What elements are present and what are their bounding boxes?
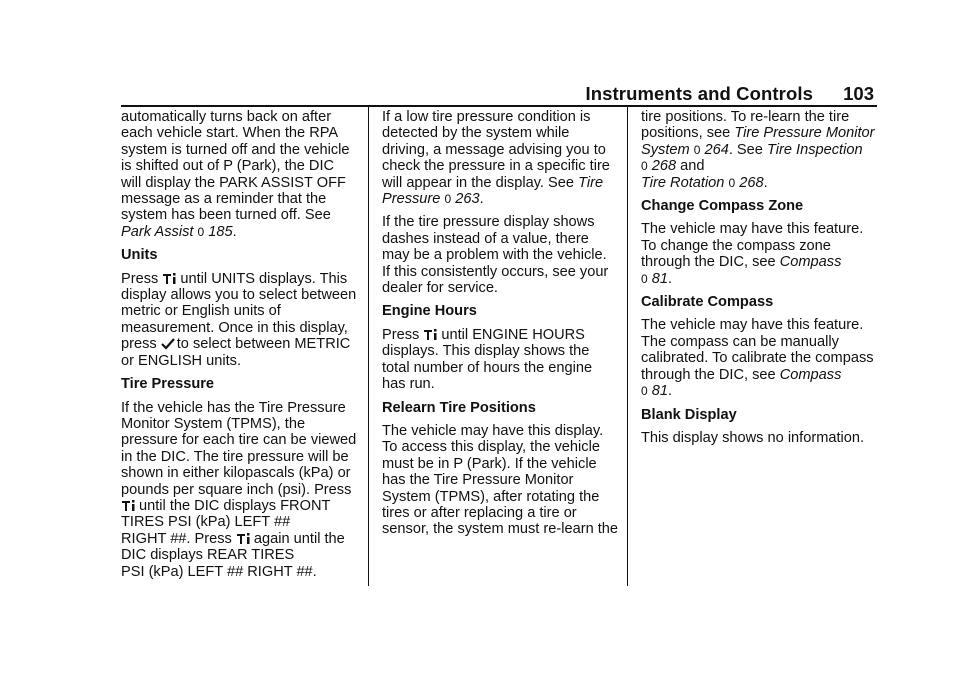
relearn-heading: Relearn Tire Positions — [382, 399, 536, 416]
page-ref-icon: 0 — [693, 142, 701, 157]
tpms-link[interactable]: Tire Pressure Monitor — [734, 125, 875, 142]
rpa-paragraph: automatically turns back on after each vehicle start. When the RPA system is turned off and the vehicle is shifted out of P (Park), the DIC will display the PARK ASSIST OFF message as a reminder that the system has been turned off. See Park Assist 0 185. — [121, 109, 350, 240]
page-ref-icon: 0 — [641, 159, 648, 174]
blank-display-paragraph: This display shows no information. — [641, 429, 865, 446]
tire-rotation-link[interactable]: Tire Rotation — [641, 174, 725, 191]
tire-pressure-page[interactable]: 263 — [455, 191, 480, 208]
compass-page[interactable]: 81 — [651, 270, 668, 287]
vehicle-info-icon — [236, 532, 252, 545]
tpms-page[interactable]: 264 — [704, 141, 729, 158]
tire-rotation-page[interactable]: 268 — [739, 174, 764, 191]
relearn-paragraph: The vehicle may have this display. To access this display, the vehicle must be in P (Park). If the vehicle has the Tire Pressure Monitor System (TPMS), after rotating the tires or after replacing a tire or sensor, the system must re-learn the — [382, 422, 619, 538]
column-1 — [121, 109, 361, 587]
column-separator-1 — [368, 107, 369, 586]
tire-pressure-paragraph: If the vehicle has the Tire Pressure Monitor System (TPMS), the pressure for each tire can be viewed in the DIC. The tire pressure will be shown in either kilopascals (kPa) or pounds per square inch (psi). Press until the DIC displays FRONT TIRES PSI (kPa) LEFT ## RIGHT ##. Press again until the DIC displays REAR TIRES PSI (kPa) LEFT ## RIGHT ##. — [121, 399, 357, 580]
page-ref-icon: 0 — [197, 224, 205, 239]
compass-page-2[interactable]: 81 — [651, 383, 668, 400]
tire-pressure-link[interactable]: Tire — [578, 174, 604, 191]
tire-inspection-page[interactable]: 268 — [651, 158, 677, 175]
vehicle-info-icon — [121, 499, 137, 512]
engine-hours-heading: Engine Hours — [382, 303, 477, 320]
vehicle-info-icon — [423, 328, 439, 341]
page-header-title: Instruments and Controls — [585, 83, 813, 104]
column-2 — [382, 109, 622, 545]
tpms-link-cont[interactable]: System — [641, 141, 690, 158]
page-ref-icon: 0 — [641, 384, 648, 399]
units-heading: Units — [121, 247, 158, 264]
column-3 — [641, 109, 881, 453]
change-compass-zone-paragraph: The vehicle may have this feature. To change the compass zone through the DIC, see Compass 0 81. — [641, 221, 864, 287]
park-assist-link[interactable]: Park Assist — [121, 223, 194, 240]
page-ref-icon: 0 — [444, 192, 452, 207]
change-compass-zone-heading: Change Compass Zone — [641, 198, 804, 215]
compass-link[interactable]: Compass — [779, 254, 842, 271]
engine-hours-paragraph: Press until ENGINE HOURS displays. This display shows the total number of hours the engine has run. — [382, 326, 593, 393]
calibrate-compass-paragraph: The vehicle may have this feature. The compass can be manually calibrated. To calibrate the compass through the DIC, see Compass 0 81. — [641, 317, 874, 400]
units-paragraph: Press until UNITS displays. This display allows you to select between metric or English units of measurement. Once in this display, press to select between METRIC or ENGLISH units. — [121, 270, 357, 369]
tire-inspection-link[interactable]: Tire Inspection — [766, 141, 863, 158]
relearn-continued-paragraph: tire positions. To re-learn the tire positions, see Tire Pressure Monitor System 0 264. See Tire Inspection 0 268 and Tire Rotation 0 268. — [641, 109, 875, 191]
tire-pressure-heading: Tire Pressure — [121, 376, 215, 393]
page-ref-icon: 0 — [728, 175, 736, 190]
vehicle-info-icon — [162, 272, 178, 285]
header-rule — [121, 105, 877, 107]
calibrate-compass-heading: Calibrate Compass — [641, 294, 774, 311]
tire-pressure-link-cont[interactable]: Pressure — [382, 191, 441, 208]
dashes-paragraph: If the tire pressure display shows dashes instead of a value, there may be a problem with the vehicle. If this consistently occurs, see your dealer for service. — [382, 214, 609, 297]
low-tire-paragraph: If a low tire pressure condition is detected by the system while driving, a message advising you to check the pressure in a specific tire will appear in the display. See Tire Pressure 0 263. — [382, 109, 610, 208]
compass-link-2[interactable]: Compass — [779, 366, 842, 383]
column-separator-2 — [627, 107, 628, 586]
checkmark-icon — [161, 337, 175, 350]
park-assist-page[interactable]: 185 — [208, 223, 233, 240]
page-number: 103 — [843, 83, 874, 104]
blank-display-heading: Blank Display — [641, 406, 737, 423]
page-ref-icon: 0 — [641, 271, 648, 286]
